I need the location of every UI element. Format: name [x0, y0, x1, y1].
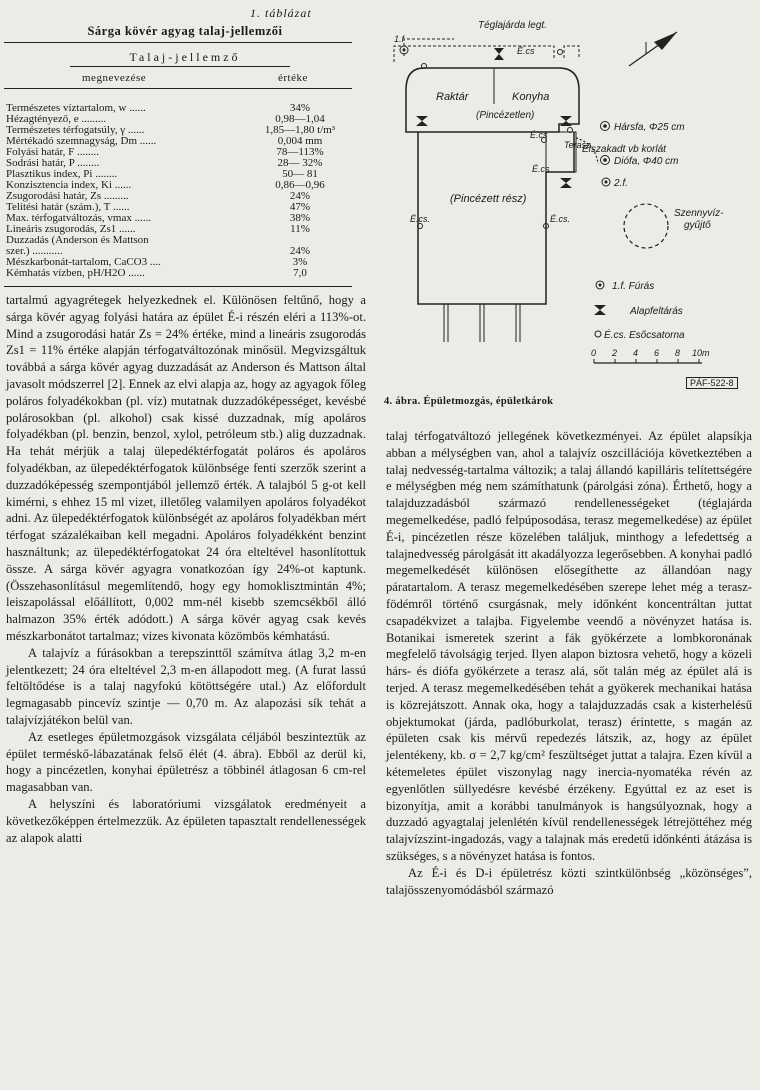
walnut-tree-icon: [601, 156, 610, 165]
figure-stamp: PÁF-522-8: [686, 377, 738, 389]
paragraph: A talajvíz a fúrásokban a terepszinttől számítva átlag 3,2 m-en jelentkezett; 24 óra elteltével 2,3 m-en állapodott meg. (A furat lassú feltöltődése is a talaj nagyfokú kötöttségére utal.) Az előfordult legmagasabb pincevíz szintje — 0,70 m. Az alapozási sík tehát a talajvízjátékon belül van.: [6, 645, 366, 727]
table-row-label: Természetes víztartalom, w ......: [6, 102, 146, 114]
table-row: [6, 169, 366, 180]
label-teglajarda: Téglajárda legt.: [478, 20, 547, 31]
pavement-dashed-outline: [394, 46, 579, 62]
table-row-value: 47%: [289, 201, 311, 213]
table-title: Sárga kövér agyag talaj-jellemzői: [87, 24, 283, 38]
table-row-label: Természetes térfogatsúly, γ ......: [6, 124, 145, 136]
table-row-value: 0,98—1,04: [275, 113, 325, 125]
table-row-label: Plasztikus index, Pi ........: [6, 168, 118, 180]
table-row-value: 28— 32%: [277, 157, 323, 169]
label-gutter: É.cs: [517, 46, 535, 56]
table-caption: 1. táblázat: [250, 6, 312, 20]
table-row-value: 11%: [290, 223, 310, 235]
figure-caption: 4. ábra. Épületmozgás, épületkárok: [384, 396, 554, 407]
table-row-value: 34%: [289, 102, 311, 114]
table-row: [6, 191, 366, 202]
table-row: [6, 125, 366, 136]
table-row: [6, 224, 366, 235]
table-row-label: Kémhatás vízben, pH/H2O ......: [6, 267, 145, 279]
sewage-collector-icon: [624, 204, 668, 248]
table-top-rule: [4, 42, 352, 43]
label-szennyviz-1: Szennyvíz-: [674, 208, 724, 219]
paragraph: A helyszíni és laboratóriumi vizsgálatok eredményeit a következőképpen értelmezzük. Az épületen tapasztalt rendellenességek az alapok alatti: [6, 796, 366, 845]
table-col-value-header: értéke: [278, 72, 308, 84]
table-row: [6, 136, 366, 147]
label-raktar: Raktár: [436, 91, 469, 103]
table-row: [6, 103, 366, 114]
north-arrow-icon: [629, 32, 677, 66]
pavement-dashed-outline: [404, 39, 454, 56]
right-column-text: [386, 428, 752, 898]
table-bottom-rule: [4, 286, 352, 287]
table-row-value: 50— 81: [282, 168, 318, 180]
table-row-value: 78—113%: [276, 146, 324, 158]
table-row-label: Duzzadás (Anderson és Mattson: [6, 234, 149, 246]
label-borehole-1: 1.f: [394, 34, 405, 44]
table-row-label: Max. térfogatváltozás, vmax ......: [6, 212, 152, 224]
table-row-label: Konzisztencia index, Ki ......: [6, 179, 132, 191]
table-group-header: Talaj-jellemző: [129, 50, 241, 64]
borehole-icon: [400, 46, 408, 54]
label-pinceztelen: (Pincézetlen): [476, 110, 535, 121]
label-harsfa: Hársfa, Φ25 cm: [614, 122, 685, 133]
excavation-marker-icon: [494, 48, 504, 60]
table-group-underline: [70, 66, 290, 67]
table-row-label: Lineáris zsugorodás, Zs1 ......: [6, 223, 136, 235]
label-terasz: Terasz: [564, 140, 591, 150]
table-row-label: Hézagtényező, e .........: [6, 113, 107, 125]
table-row-value: 24%: [289, 190, 311, 202]
scale-tick: 10m: [692, 348, 710, 358]
legend-gutter-icon: [595, 331, 601, 337]
label-gutter: É.cs: [530, 130, 548, 140]
label-gutter: É.cs: [532, 164, 550, 174]
legend-label: 1.f. Fúrás: [612, 281, 655, 292]
legend-label: É.cs. Esőcsatorna: [604, 330, 685, 341]
table-row: [6, 202, 366, 213]
paragraph: tartalmú agyagrétegek helyezkednek el. Különösen feltűnő, hogy a sárga kövér agyag folyási határa az épület É-i részén eléri a 113%-ot. Mind a zsugorodási határ Zs = 24% értéke, mind a lineáris zsugorodás Zs1 = 11% értéke alapján térfogatváltozónak minősül. Megvizsgáltuk továbbá a sárga kövér agyag duzzadását az Anderson és Mattson által javasolt módszerrel [2]. Ennek az elvi alapja az, hogy az agyagok főleg poláros folyadékokban (pl. víz) mutatnak duzzadóképességet, kevésbé polárosokban (pl. alkohol) csak kissé duzzadnak, míg apoláros folyadékban (pl. benzin, benzol, xylol, petróleum stb.) alig duzzadnak. Ha tehát mérjük a talaj ülepedéktérfogatát poláros és apoláros folyadékban, az ülepedéktérfogatok különbsége fenti szerzők szerint a duzzadóképesség szempontjából jellemző érték. A talajból 5 g-ot kell kimérni, s ehhez 15 ml vizet, illetőleg valamilyen apoláros folyadékot adni. Az ülepedéktérfogatok különbségét az apoláros folyadékban mért térfogat százalékaiban kell megadni. Apoláros folyadékként benzint használtunk; az ülepedéktérfogatokat 24 óra elteltével hasonlítottuk össze. A sárga kövér agyagra vonatkozóan így 24%-ot kaptunk. (Összehasonlításul megemlítendő, hogy egy homoklisztmintán 4%; leiszapolással előállított, 0,002 mm-nél kisebb szemcsékből álló halmazon 35% érték adódott.) A sárga kövér agyag csak kevés mészkarbonátot tartalmaz; vizes kivonata közömbös kémhatású.: [6, 293, 366, 643]
table-header-rule: [4, 88, 352, 89]
linden-tree-icon: [601, 122, 610, 131]
table-row-value: 7,0: [293, 267, 307, 279]
label-szennyviz-2: gyűjtő: [684, 220, 711, 231]
label-konyha: Konyha: [512, 91, 550, 103]
table-row-label: Sodrási határ, P ........: [6, 157, 100, 169]
paragraph: Az É-i és D-i épületrész közti szintkülönbség „közönséges”, talajösszenyomódásból származó: [386, 865, 752, 897]
table-row: [6, 180, 366, 191]
table-row: [6, 257, 366, 268]
table-row: [6, 213, 366, 224]
table-row-label: Folyási határ, F ........: [6, 146, 100, 158]
table-row: [6, 147, 366, 158]
scale-bar: [591, 348, 710, 363]
excavation-marker-icon: [560, 178, 572, 188]
label-pincezett: (Pincézett rész): [450, 193, 527, 205]
table-row-label: Telítési határ (szám.), T ......: [6, 201, 130, 213]
table-row-label: Zsugorodási határ, Zs .........: [6, 190, 129, 202]
label-diofa: Diófa, Φ40 cm: [614, 156, 679, 167]
legend-excavation-icon: [594, 305, 606, 315]
table-row-label: Mészkarbonát-tartalom, CaCO3 ....: [6, 256, 161, 268]
table-row: [6, 246, 366, 257]
building-plan-figure: [384, 4, 756, 392]
table-row: [6, 158, 366, 169]
label-elszakadt: Elszakadt vb korlát: [582, 144, 666, 155]
table-row: [6, 235, 366, 246]
paragraph: talaj térfogatváltozó jellegének következményei. Az épület alapsíkja abban a mélységben van, ahol a talajvíz oszcillációja következtében a talaj nedvesség-tartalma változik; a talaj állandó kapilláris telítettségére e mélységben még nem számíthatunk (párolgási zóna). Érthető, hogy a talajduzzadásból származó rendellenességeket (téglajárda megemelkedése, padló felpúposodása, terasz megemelkedése) az épület É-i, pincézetlen része közelében találjuk, minthogy a lefedettség a talajnedvesség párolgását itt akadályozza legerősebben. A konyhai padló megemelkedését különösen elősegíthette az állandóan nagy páratartalom. A terasz megemelkedésében szerepe lehet még a terasz-födémről történő csurgásnak, mely időnként koncentráltan juttat csapadékvizet a talajba. Figyelembe veendő a növényzet hatása is. Botanikai ismeretek szerint a fák gyökérzete a lombkoronának megfelelő távolságig terjed. Ilyen alapon biztosra vehető, hogy a közeli hárs- és diófa gyökérzete a terasz alá, sőt talán még az épület alá is terjed. A terasz megemelkedésében tehát a gyökerek mechanikai hatása is közrejátszott. Annak oka, hogy a talajduzzadás csak a kisterhelésű objektumokat (járda, padlóburkolat, terasz) érintette, s magán az épületen csak kis mérvű repedezés látszik, az, hogy az épület jelentékeny, kb. σ = 2,7 kg/cm² feszültséget juttat a talajra. Ezen kívül a kétemeletes épület viszonylag nagy inercia-nyomatéka révén az egyenlőtlen süllyedésre kevésbé érzékeny. Egyúttal ez az eset is bizonyítja, amit a korábbi tanulmányok is hangsúlyoznak, hogy a duzzadó agyagtalaj jelenlétén kívül rendellenességek létrejöttéhez még talajvízszint-ingadozás, vagy a talajnak más eredetű időnkénti átázása is szükséges, s a növényzet hatása is fontos.: [386, 429, 752, 863]
scale-tick: 4: [633, 348, 639, 358]
legend-label: Alapfeltárás: [630, 306, 683, 317]
table-row: [6, 268, 366, 279]
paragraph: Az esetleges épületmozgások vizsgálata céljából beszinteztük az épület terméskő-lábazatának felső élét (4. ábra). Ebből az derül ki, hogy a pincézetlen, konyhai épületrész a többinél átlagosan 6 cm-rel magasabban van.: [6, 729, 366, 795]
drain-pipes: [444, 304, 520, 342]
label-borehole-2: 2.f.: [614, 178, 628, 189]
left-column-text: [6, 292, 366, 846]
borehole-icon: [602, 178, 610, 186]
scale-tick: 8: [675, 348, 681, 358]
table-row-value: 3%: [292, 256, 308, 268]
scale-tick: 0: [591, 348, 597, 358]
label-gutter: É.cs.: [550, 214, 571, 224]
scale-tick: 2: [612, 348, 618, 358]
terrace-outline: [546, 132, 576, 172]
excavation-marker-icon: [416, 116, 428, 126]
table-row-value: 38%: [289, 212, 311, 224]
table-row-value: 0,004 mm: [277, 135, 323, 147]
label-gutter: É.cs.: [410, 214, 431, 224]
legend-borehole-icon: [596, 281, 604, 289]
legend: [594, 281, 685, 341]
table-row-value: 24%: [289, 245, 311, 257]
unbasemented-wing-outline: [406, 68, 579, 132]
table-row: [6, 114, 366, 125]
table-row-label: Mértékadó szemnagyság, Dm ......: [6, 135, 157, 147]
scale-tick: 6: [654, 348, 660, 358]
table-col-name-header: megnevezése: [82, 72, 147, 84]
table-row-label: szer.) ...........: [6, 245, 63, 257]
table-row-value: 1,85—1,80 t/m³: [264, 124, 336, 136]
table-row-value: 0,86—0,96: [275, 179, 325, 191]
